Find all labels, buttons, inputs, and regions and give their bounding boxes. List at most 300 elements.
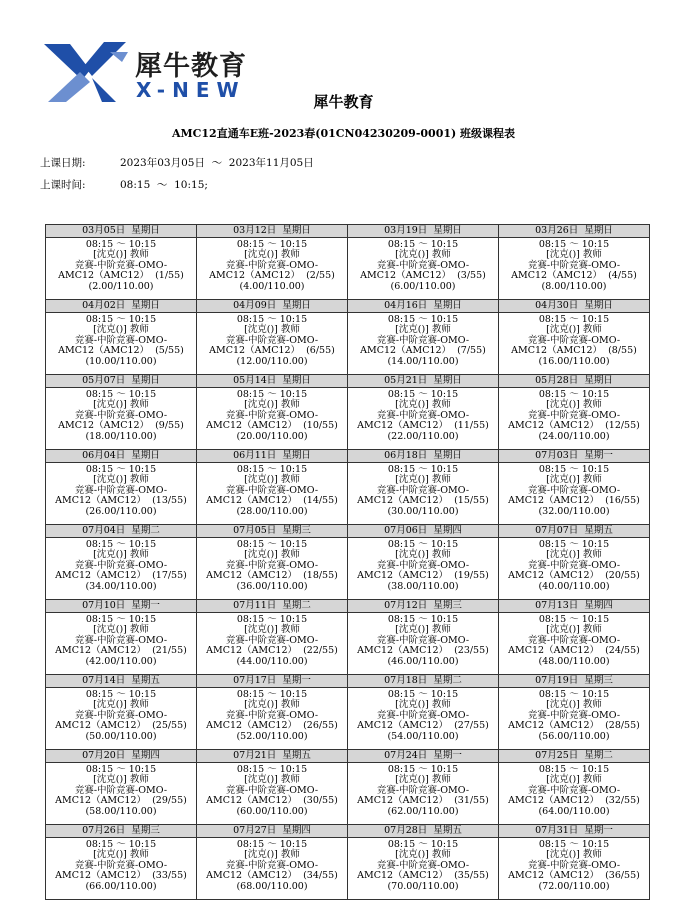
session-teacher: [沈克()] 教师 bbox=[93, 399, 149, 411]
session-time: 08:15 ～ 10:15 bbox=[387, 464, 459, 475]
session-details bbox=[46, 838, 196, 899]
session-cell bbox=[348, 450, 499, 525]
session-teacher: [沈克()] 教师 bbox=[93, 474, 149, 486]
session-course: 竞赛-中阶竞赛-OMO- bbox=[74, 709, 168, 721]
session-weekday: 星期四 bbox=[131, 750, 160, 761]
session-time: 08:15 ～ 10:15 bbox=[387, 764, 459, 775]
session-teacher: [沈克()] 教师 bbox=[93, 324, 149, 336]
session-course-name: AMC12（AMC12） bbox=[58, 270, 150, 282]
session-weekday: 星期二 bbox=[584, 750, 613, 761]
session-course-name: AMC12（AMC12） bbox=[55, 645, 147, 657]
session-date-header bbox=[499, 750, 649, 763]
session-cell bbox=[348, 825, 499, 900]
session-details bbox=[46, 388, 196, 449]
session-time: 08:15 ～ 10:15 bbox=[85, 464, 157, 475]
session-details bbox=[46, 538, 196, 599]
session-date: 07月12日 bbox=[384, 600, 428, 611]
session-weekday: 星期五 bbox=[433, 825, 462, 836]
schedule-row bbox=[46, 525, 650, 600]
session-course: 竞赛-中阶竞赛-OMO- bbox=[527, 709, 621, 721]
session-course-name: AMC12（AMC12） bbox=[511, 345, 603, 357]
session-course: 竞赛-中阶竞赛-OMO- bbox=[527, 634, 621, 646]
session-index: (7/55) bbox=[457, 345, 486, 357]
session-cell bbox=[197, 750, 348, 825]
session-time: 08:15 ～ 10:15 bbox=[85, 839, 157, 850]
session-index: (25/55) bbox=[152, 720, 187, 732]
session-time: 08:15 ～ 10:15 bbox=[85, 539, 157, 550]
session-course: 竞赛-中阶竞赛-OMO- bbox=[225, 484, 319, 496]
session-course: 竞赛-中阶竞赛-OMO- bbox=[376, 709, 470, 721]
session-hours: (46.00/110.00) bbox=[387, 655, 459, 667]
session-hours: (64.00/110.00) bbox=[538, 805, 610, 817]
session-index: (2/55) bbox=[306, 270, 335, 282]
session-teacher: [沈克()] 教师 bbox=[244, 549, 300, 561]
session-course-name: AMC12（AMC12） bbox=[55, 570, 147, 582]
session-cell bbox=[46, 675, 197, 750]
session-date-header bbox=[348, 225, 498, 238]
session-index: (13/55) bbox=[152, 495, 187, 507]
session-weekday: 星期日 bbox=[433, 450, 462, 461]
session-course-name: AMC12（AMC12） bbox=[357, 720, 449, 732]
session-date-header bbox=[348, 675, 498, 688]
session-weekday: 星期一 bbox=[584, 450, 613, 461]
session-cell bbox=[499, 375, 650, 450]
session-hours: (58.00/110.00) bbox=[85, 805, 157, 817]
session-course: 竞赛-中阶竞赛-OMO- bbox=[527, 334, 621, 346]
session-course: 竞赛-中阶竞赛-OMO- bbox=[74, 259, 168, 271]
session-time: 08:15 ～ 10:15 bbox=[236, 539, 308, 550]
session-course-name: AMC12（AMC12） bbox=[206, 795, 298, 807]
schedule-row bbox=[46, 375, 650, 450]
session-weekday: 星期日 bbox=[433, 300, 462, 311]
logo-brand-cn: 犀牛教育 bbox=[135, 51, 247, 82]
session-teacher: [沈克()] 教师 bbox=[93, 774, 149, 786]
session-index: (14/55) bbox=[303, 495, 338, 507]
session-index: (6/55) bbox=[306, 345, 335, 357]
session-course: 竞赛-中阶竞赛-OMO- bbox=[527, 784, 621, 796]
session-date: 03月26日 bbox=[535, 225, 579, 236]
session-date: 07月27日 bbox=[233, 825, 277, 836]
session-weekday: 星期日 bbox=[131, 375, 160, 386]
session-weekday: 星期四 bbox=[584, 600, 613, 611]
session-course: 竞赛-中阶竞赛-OMO- bbox=[74, 559, 168, 571]
session-weekday: 星期日 bbox=[131, 300, 160, 311]
session-hours: (62.00/110.00) bbox=[387, 805, 459, 817]
session-teacher: [沈克()] 教师 bbox=[244, 249, 300, 261]
session-hours: (30.00/110.00) bbox=[387, 505, 459, 517]
session-weekday: 星期五 bbox=[584, 525, 613, 536]
session-date-header bbox=[46, 825, 196, 838]
session-hours: (18.00/110.00) bbox=[85, 430, 157, 442]
session-details bbox=[348, 838, 498, 899]
session-course: 竞赛-中阶竞赛-OMO- bbox=[225, 334, 319, 346]
session-details bbox=[197, 388, 347, 449]
session-course: 竞赛-中阶竞赛-OMO- bbox=[225, 709, 319, 721]
session-index: (34/55) bbox=[303, 870, 338, 882]
session-course-name: AMC12（AMC12） bbox=[360, 345, 452, 357]
session-time: 08:15 ～ 10:15 bbox=[236, 314, 308, 325]
session-cell bbox=[499, 750, 650, 825]
session-hours: (44.00/110.00) bbox=[236, 655, 308, 667]
session-date: 04月30日 bbox=[535, 300, 579, 311]
session-course: 竞赛-中阶竞赛-OMO- bbox=[376, 559, 470, 571]
session-date-header bbox=[197, 600, 347, 613]
session-time: 08:15 ～ 10:15 bbox=[538, 689, 610, 700]
session-course-name: AMC12（AMC12） bbox=[511, 270, 603, 282]
session-weekday: 星期二 bbox=[131, 525, 160, 536]
session-time: 08:15 ～ 10:15 bbox=[387, 389, 459, 400]
session-hours: (70.00/110.00) bbox=[387, 880, 459, 892]
session-weekday: 星期二 bbox=[282, 600, 311, 611]
session-time: 08:15 ～ 10:15 bbox=[236, 389, 308, 400]
session-cell bbox=[46, 825, 197, 900]
session-date: 07月28日 bbox=[384, 825, 428, 836]
session-date: 07月05日 bbox=[233, 525, 277, 536]
session-index: (15/55) bbox=[454, 495, 489, 507]
session-hours: (20.00/110.00) bbox=[236, 430, 308, 442]
session-date: 07月03日 bbox=[535, 450, 579, 461]
session-teacher: [沈克()] 教师 bbox=[93, 624, 149, 636]
session-course: 竞赛-中阶竞赛-OMO- bbox=[225, 259, 319, 271]
session-course: 竞赛-中阶竞赛-OMO- bbox=[225, 859, 319, 871]
session-teacher: [沈克()] 教师 bbox=[244, 399, 300, 411]
logo-brand-en: X-NEW bbox=[136, 78, 246, 102]
session-details bbox=[197, 313, 347, 374]
session-date-header bbox=[499, 600, 649, 613]
session-date-header bbox=[499, 525, 649, 538]
session-date-header bbox=[197, 525, 347, 538]
session-details bbox=[46, 463, 196, 524]
session-course-name: AMC12（AMC12） bbox=[357, 795, 449, 807]
session-weekday: 星期三 bbox=[433, 600, 462, 611]
session-date-header bbox=[348, 600, 498, 613]
session-date: 07月20日 bbox=[82, 750, 126, 761]
session-course-name: AMC12（AMC12） bbox=[508, 420, 600, 432]
session-weekday: 星期一 bbox=[282, 675, 311, 686]
session-course: 竞赛-中阶竞赛-OMO- bbox=[225, 559, 319, 571]
session-hours: (50.00/110.00) bbox=[85, 730, 157, 742]
session-date-header bbox=[499, 375, 649, 388]
session-index: (19/55) bbox=[454, 570, 489, 582]
session-date-header bbox=[499, 300, 649, 313]
session-details bbox=[499, 538, 649, 599]
session-course: 竞赛-中阶竞赛-OMO- bbox=[74, 859, 168, 871]
session-cell bbox=[499, 300, 650, 375]
session-time: 08:15 ～ 10:15 bbox=[236, 464, 308, 475]
session-date: 07月13日 bbox=[535, 600, 579, 611]
session-course: 竞赛-中阶竞赛-OMO- bbox=[225, 409, 319, 421]
session-teacher: [沈克()] 教师 bbox=[93, 849, 149, 861]
session-course: 竞赛-中阶竞赛-OMO- bbox=[376, 859, 470, 871]
session-date: 07月06日 bbox=[384, 525, 428, 536]
session-date-header bbox=[46, 750, 196, 763]
session-teacher: [沈克()] 教师 bbox=[244, 624, 300, 636]
schedule-row bbox=[46, 750, 650, 825]
session-date-header bbox=[197, 450, 347, 463]
session-weekday: 星期日 bbox=[282, 225, 311, 236]
session-hours: (24.00/110.00) bbox=[538, 430, 610, 442]
session-details bbox=[499, 613, 649, 674]
session-hours: (48.00/110.00) bbox=[538, 655, 610, 667]
session-cell bbox=[46, 375, 197, 450]
session-teacher: [沈克()] 教师 bbox=[244, 774, 300, 786]
session-date: 07月17日 bbox=[233, 675, 277, 686]
session-teacher: [沈克()] 教师 bbox=[546, 399, 602, 411]
session-date: 07月07日 bbox=[535, 525, 579, 536]
session-date: 06月11日 bbox=[233, 450, 277, 461]
session-course: 竞赛-中阶竞赛-OMO- bbox=[74, 634, 168, 646]
session-hours: (56.00/110.00) bbox=[538, 730, 610, 742]
session-teacher: [沈克()] 教师 bbox=[93, 549, 149, 561]
session-teacher: [沈克()] 教师 bbox=[395, 624, 451, 636]
session-details bbox=[348, 313, 498, 374]
session-date: 03月19日 bbox=[384, 225, 428, 236]
session-date-header bbox=[46, 525, 196, 538]
session-cell bbox=[46, 450, 197, 525]
session-details bbox=[499, 313, 649, 374]
session-course-name: AMC12（AMC12） bbox=[357, 645, 449, 657]
session-course-name: AMC12（AMC12） bbox=[508, 570, 600, 582]
session-course: 竞赛-中阶竞赛-OMO- bbox=[527, 259, 621, 271]
session-details bbox=[499, 838, 649, 899]
session-course: 竞赛-中阶竞赛-OMO- bbox=[74, 484, 168, 496]
session-cell bbox=[197, 225, 348, 300]
session-date: 07月26日 bbox=[82, 825, 126, 836]
session-cell bbox=[499, 450, 650, 525]
session-hours: (22.00/110.00) bbox=[387, 430, 459, 442]
session-date: 05月21日 bbox=[384, 375, 428, 386]
session-time: 08:15 ～ 10:15 bbox=[538, 239, 610, 250]
session-cell bbox=[46, 225, 197, 300]
session-details bbox=[197, 463, 347, 524]
session-teacher: [沈克()] 教师 bbox=[546, 774, 602, 786]
session-teacher: [沈克()] 教师 bbox=[395, 474, 451, 486]
session-date-header bbox=[348, 750, 498, 763]
session-date-header bbox=[197, 225, 347, 238]
session-course: 竞赛-中阶竞赛-OMO- bbox=[74, 784, 168, 796]
session-date: 07月31日 bbox=[535, 825, 579, 836]
session-teacher: [沈克()] 教师 bbox=[546, 249, 602, 261]
session-date: 04月16日 bbox=[384, 300, 428, 311]
session-teacher: [沈克()] 教师 bbox=[546, 474, 602, 486]
session-time: 08:15 ～ 10:15 bbox=[387, 614, 459, 625]
session-course: 竞赛-中阶竞赛-OMO- bbox=[527, 859, 621, 871]
session-course-name: AMC12（AMC12） bbox=[55, 720, 147, 732]
session-details bbox=[348, 763, 498, 824]
session-time: 08:15 ～ 10:15 bbox=[85, 314, 157, 325]
session-details bbox=[348, 463, 498, 524]
session-date: 04月02日 bbox=[82, 300, 126, 311]
session-hours: (36.00/110.00) bbox=[236, 580, 308, 592]
session-date-header bbox=[499, 825, 649, 838]
session-index: (33/55) bbox=[152, 870, 187, 882]
session-course: 竞赛-中阶竞赛-OMO- bbox=[376, 409, 470, 421]
session-date: 05月07日 bbox=[82, 375, 126, 386]
session-hours: (42.00/110.00) bbox=[85, 655, 157, 667]
session-cell bbox=[348, 225, 499, 300]
session-teacher: [沈克()] 教师 bbox=[93, 699, 149, 711]
session-details bbox=[499, 238, 649, 299]
session-cell bbox=[348, 750, 499, 825]
schedule-row bbox=[46, 300, 650, 375]
session-cell bbox=[197, 450, 348, 525]
session-teacher: [沈克()] 教师 bbox=[395, 549, 451, 561]
session-weekday: 星期日 bbox=[584, 300, 613, 311]
session-date: 04月09日 bbox=[233, 300, 277, 311]
session-course-name: AMC12（AMC12） bbox=[508, 720, 600, 732]
session-date: 03月05日 bbox=[82, 225, 126, 236]
session-time: 08:15 ～ 10:15 bbox=[538, 314, 610, 325]
session-time: 08:15 ～ 10:15 bbox=[387, 839, 459, 850]
session-course-name: AMC12（AMC12） bbox=[508, 645, 600, 657]
session-hours: (4.00/110.00) bbox=[239, 280, 305, 292]
session-details bbox=[348, 613, 498, 674]
session-course-name: AMC12（AMC12） bbox=[55, 870, 147, 882]
session-weekday: 星期三 bbox=[282, 525, 311, 536]
session-cell bbox=[348, 675, 499, 750]
session-cell bbox=[499, 825, 650, 900]
session-course-name: AMC12（AMC12） bbox=[508, 795, 600, 807]
session-teacher: [沈克()] 教师 bbox=[546, 324, 602, 336]
session-details bbox=[46, 238, 196, 299]
session-cell bbox=[499, 525, 650, 600]
session-time: 08:15 ～ 10:15 bbox=[387, 314, 459, 325]
session-index: (23/55) bbox=[454, 645, 489, 657]
session-hours: (8.00/110.00) bbox=[541, 280, 607, 292]
session-index: (8/55) bbox=[608, 345, 637, 357]
session-cell bbox=[197, 600, 348, 675]
session-index: (10/55) bbox=[303, 420, 338, 432]
session-date: 07月24日 bbox=[384, 750, 428, 761]
session-teacher: [沈克()] 教师 bbox=[546, 699, 602, 711]
session-index: (24/55) bbox=[605, 645, 640, 657]
session-date: 05月14日 bbox=[233, 375, 277, 386]
session-date-header bbox=[46, 450, 196, 463]
session-course-name: AMC12（AMC12） bbox=[357, 495, 449, 507]
session-index: (12/55) bbox=[605, 420, 640, 432]
session-index: (27/55) bbox=[454, 720, 489, 732]
session-details bbox=[46, 613, 196, 674]
session-date: 07月25日 bbox=[535, 750, 579, 761]
session-index: (29/55) bbox=[152, 795, 187, 807]
session-time: 08:15 ～ 10:15 bbox=[85, 764, 157, 775]
session-date-header bbox=[46, 300, 196, 313]
session-cell bbox=[197, 525, 348, 600]
session-course-name: AMC12（AMC12） bbox=[209, 345, 301, 357]
session-course-name: AMC12（AMC12） bbox=[209, 270, 301, 282]
session-time: 08:15 ～ 10:15 bbox=[85, 689, 157, 700]
session-time: 08:15 ～ 10:15 bbox=[387, 539, 459, 550]
session-cell bbox=[197, 300, 348, 375]
session-course: 竞赛-中阶竞赛-OMO- bbox=[74, 334, 168, 346]
session-cell bbox=[348, 525, 499, 600]
session-details bbox=[348, 538, 498, 599]
session-date-header bbox=[46, 675, 196, 688]
session-hours: (34.00/110.00) bbox=[85, 580, 157, 592]
session-course-name: AMC12（AMC12） bbox=[360, 270, 452, 282]
session-cell bbox=[499, 600, 650, 675]
org-title: 犀牛教育 bbox=[313, 93, 374, 111]
date-range-row bbox=[40, 155, 314, 170]
session-date: 07月10日 bbox=[82, 600, 126, 611]
session-date-header bbox=[499, 450, 649, 463]
date-range-label: 上课日期: bbox=[40, 157, 86, 169]
session-cell bbox=[46, 300, 197, 375]
session-hours: (40.00/110.00) bbox=[538, 580, 610, 592]
session-teacher: [沈克()] 教师 bbox=[244, 849, 300, 861]
session-weekday: 星期日 bbox=[131, 225, 160, 236]
session-cell bbox=[499, 675, 650, 750]
session-date-header bbox=[197, 750, 347, 763]
session-time: 08:15 ～ 10:15 bbox=[85, 239, 157, 250]
session-course-name: AMC12（AMC12） bbox=[55, 495, 147, 507]
schedule-row bbox=[46, 600, 650, 675]
session-time: 08:15 ～ 10:15 bbox=[538, 839, 610, 850]
session-index: (4/55) bbox=[608, 270, 637, 282]
session-cell bbox=[348, 600, 499, 675]
session-weekday: 星期日 bbox=[282, 300, 311, 311]
session-details bbox=[197, 838, 347, 899]
session-teacher: [沈克()] 教师 bbox=[395, 849, 451, 861]
schedule-row bbox=[46, 825, 650, 900]
session-time: 08:15 ～ 10:15 bbox=[85, 389, 157, 400]
session-date-header bbox=[46, 375, 196, 388]
session-cell bbox=[46, 600, 197, 675]
session-teacher: [沈克()] 教师 bbox=[395, 324, 451, 336]
session-date: 07月18日 bbox=[384, 675, 428, 686]
session-weekday: 星期一 bbox=[131, 600, 160, 611]
session-weekday: 星期三 bbox=[584, 675, 613, 686]
session-date: 07月14日 bbox=[82, 675, 126, 686]
schedule-row bbox=[46, 225, 650, 300]
session-date-header bbox=[499, 225, 649, 238]
session-date-header bbox=[46, 225, 196, 238]
session-course: 竞赛-中阶竞赛-OMO- bbox=[225, 634, 319, 646]
session-course: 竞赛-中阶竞赛-OMO- bbox=[74, 409, 168, 421]
session-course-name: AMC12（AMC12） bbox=[206, 495, 298, 507]
session-cell bbox=[499, 225, 650, 300]
session-index: (11/55) bbox=[454, 420, 489, 432]
session-date-header bbox=[348, 300, 498, 313]
session-cell bbox=[197, 375, 348, 450]
session-teacher: [沈克()] 教师 bbox=[244, 324, 300, 336]
session-details bbox=[46, 763, 196, 824]
session-date-header bbox=[348, 825, 498, 838]
session-date-header bbox=[197, 300, 347, 313]
session-index: (1/55) bbox=[155, 270, 184, 282]
session-hours: (12.00/110.00) bbox=[236, 355, 308, 367]
session-course-name: AMC12（AMC12） bbox=[206, 570, 298, 582]
session-index: (3/55) bbox=[457, 270, 486, 282]
session-course-name: AMC12（AMC12） bbox=[206, 645, 298, 657]
session-teacher: [沈克()] 教师 bbox=[395, 399, 451, 411]
session-time: 08:15 ～ 10:15 bbox=[236, 614, 308, 625]
session-details bbox=[499, 388, 649, 449]
session-cell bbox=[348, 300, 499, 375]
session-time: 08:15 ～ 10:15 bbox=[538, 389, 610, 400]
session-teacher: [沈克()] 教师 bbox=[395, 249, 451, 261]
class-time-value: 08:15 ～ 10:15; bbox=[120, 179, 208, 191]
session-date-header bbox=[197, 825, 347, 838]
session-hours: (28.00/110.00) bbox=[236, 505, 308, 517]
session-teacher: [沈克()] 教师 bbox=[395, 699, 451, 711]
session-index: (5/55) bbox=[155, 345, 184, 357]
session-date: 07月19日 bbox=[535, 675, 579, 686]
session-details bbox=[197, 538, 347, 599]
session-weekday: 星期三 bbox=[131, 825, 160, 836]
session-date-header bbox=[197, 675, 347, 688]
session-index: (16/55) bbox=[605, 495, 640, 507]
